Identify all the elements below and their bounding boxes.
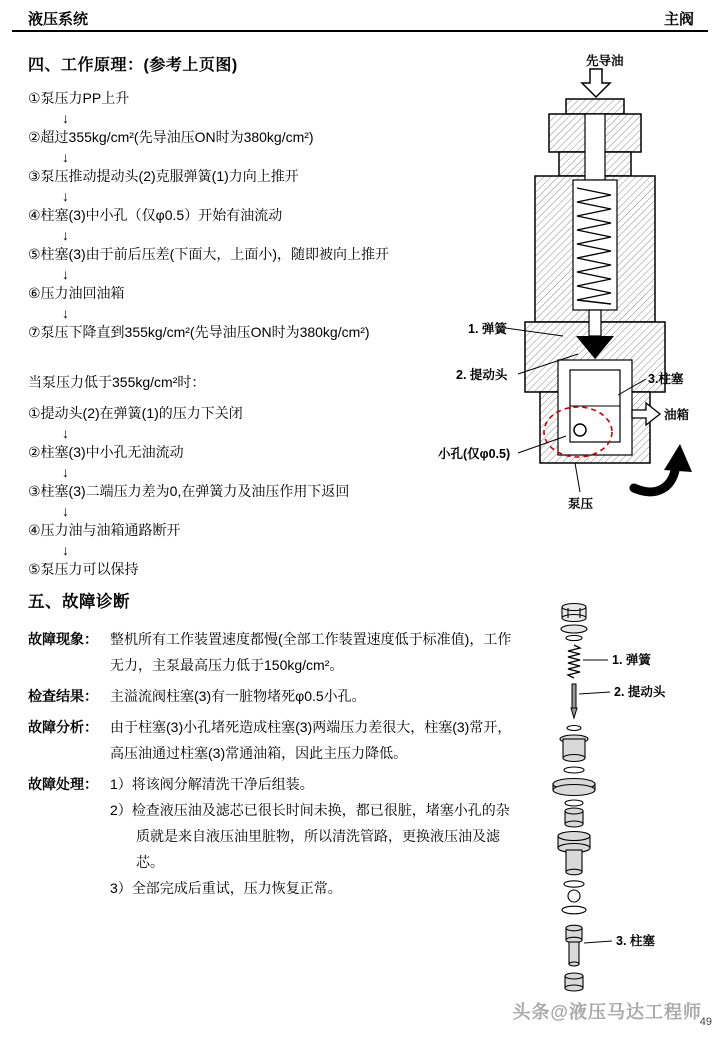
flow-down-arrow-icon: ↓ <box>62 542 69 558</box>
part-nut <box>562 604 586 622</box>
valve-cross-section-diagram <box>428 52 713 517</box>
header-divider <box>12 30 708 32</box>
section-fault-diagnosis <box>28 588 520 906</box>
flow-down-arrow-icon: ↓ <box>62 305 69 321</box>
pilot-oil-label: 先导油 <box>586 54 624 68</box>
handling-step-1: 1）将该阀分解清洗干净后组装。 <box>110 776 314 792</box>
flow-down-arrow-icon: ↓ <box>62 266 69 282</box>
low-flow-step-5: ⑤泵压力可以保持 <box>28 561 139 577</box>
exploded-parts-diagram <box>538 598 716 998</box>
flow-curve-arrowhead-icon <box>664 444 692 472</box>
page-header <box>28 8 694 29</box>
flow-down-arrow-icon: ↓ <box>62 503 69 519</box>
header-right-title: 主阀 <box>663 11 694 28</box>
fault-item-label: 故障处理： <box>28 776 98 792</box>
fault-handling-steps <box>110 771 520 901</box>
low-flow-step-2: ②柱塞(3)中小孔无油流动 <box>28 444 184 460</box>
flow-step-7: ⑦泵压下降直到355kg/cm²(先导油压ON时为380kg/cm²) <box>28 324 370 340</box>
flow-down-arrow-icon: ↓ <box>62 425 69 441</box>
leader-line <box>584 941 612 943</box>
header-left-title: 液压系统 <box>28 11 89 28</box>
tank-label: 油箱 <box>664 408 690 422</box>
fault-item-label: 故障分析： <box>28 719 98 735</box>
flow-step-3: ③泵压推动提动头(2)克服弹簧(1)力向上推开 <box>28 168 299 184</box>
exploded-spring-label: 1. 弹簧 <box>612 653 651 667</box>
fault-item-text: 由于柱塞(3)小孔堵死造成柱塞(3)两端压力差很大，柱塞(3)常开，高压油通过柱塞(3)常通油箱，因此主压力降低。 <box>110 719 512 761</box>
fault-analysis-item <box>28 714 520 766</box>
fault-item-label: 故障现象： <box>28 631 98 647</box>
exploded-poppet-label: 2. 提动头 <box>614 685 666 699</box>
part-spring <box>568 645 580 678</box>
section1-title: 四、工作原理：(参考上页图) <box>28 57 238 74</box>
part-middle-stack <box>553 726 595 828</box>
fault-handling-item <box>28 771 520 901</box>
low-flow-step-1: ①提动头(2)在弹簧(1)的压力下关闭 <box>28 405 243 421</box>
flow-down-arrow-icon: ↓ <box>62 227 69 243</box>
part-valve-sleeve <box>558 832 590 914</box>
flow-down-arrow-icon: ↓ <box>62 188 69 204</box>
fault-item-text: 整机所有工作装置速度都慢(全部工作装置速度低于标准值)，工作无力，主泵最高压力低于150kg/cm²。 <box>110 631 512 673</box>
low-pressure-heading: 当泵压力低于355kg/cm²时： <box>28 374 206 390</box>
poppet-callout-label: 2. 提动头 <box>456 368 508 382</box>
page-number: 49 <box>699 1016 712 1028</box>
orifice-callout-label: 小孔(仅φ0.5) <box>438 447 511 461</box>
leader-line <box>579 692 610 694</box>
flow-down-arrow-icon: ↓ <box>62 464 69 480</box>
handling-step-2: 2）检查液压油及滤芯已很长时间未换，都已很脏，堵塞小孔的杂质就是来自液压油里脏物，所以清洗管路，更换液压油及滤芯。 <box>110 802 510 870</box>
pilot-oil-down-arrow-icon <box>582 69 610 97</box>
flow-step-1: ①泵压力PP上升 <box>28 90 130 106</box>
watermark-text: 头条@液压马达工程师 <box>512 1002 702 1022</box>
flow-step-2: ②超过355kg/cm²(先导油压ON时为380kg/cm²) <box>28 129 314 145</box>
orifice-hole <box>574 424 586 436</box>
part-washers <box>561 625 587 641</box>
handling-step-3: 3）全部完成后重试，压力恢复正常。 <box>110 880 342 896</box>
fault-phenomenon-item <box>28 626 520 678</box>
section2-title: 五、故障诊断 <box>28 593 130 611</box>
low-flow-step-4: ④压力油与油箱通路断开 <box>28 522 181 538</box>
flow-down-arrow-icon: ↓ <box>62 149 69 165</box>
flow-down-arrow-icon: ↓ <box>62 110 69 126</box>
spring-callout-label: 1. 弹簧 <box>468 322 507 336</box>
part-plunger <box>566 925 582 966</box>
fault-item-label: 检查结果： <box>28 688 98 704</box>
low-flow-step-3: ③柱塞(3)二端压力差为0,在弹簧力及油压作用下返回 <box>28 483 350 499</box>
flow-step-6: ⑥压力油回油箱 <box>28 285 125 301</box>
exploded-plunger-label: 3. 柱塞 <box>616 934 655 948</box>
flow-step-4: ④柱塞(3)中小孔（仅φ0.5）开始有油流动 <box>28 207 283 223</box>
part-poppet-needle <box>571 684 577 718</box>
part-end-cap <box>565 973 583 991</box>
plunger-callout-label: 3.柱塞 <box>648 372 684 386</box>
fault-item-text: 主溢流阀柱塞(3)有一脏物堵死φ0.5小孔。 <box>110 688 366 704</box>
pump-pressure-label: 泵压 <box>568 497 594 511</box>
inspection-result-item <box>28 683 520 709</box>
flow-step-5: ⑤柱塞(3)由于前后压差(下面大，上面小)，随即被向上推开 <box>28 246 389 262</box>
